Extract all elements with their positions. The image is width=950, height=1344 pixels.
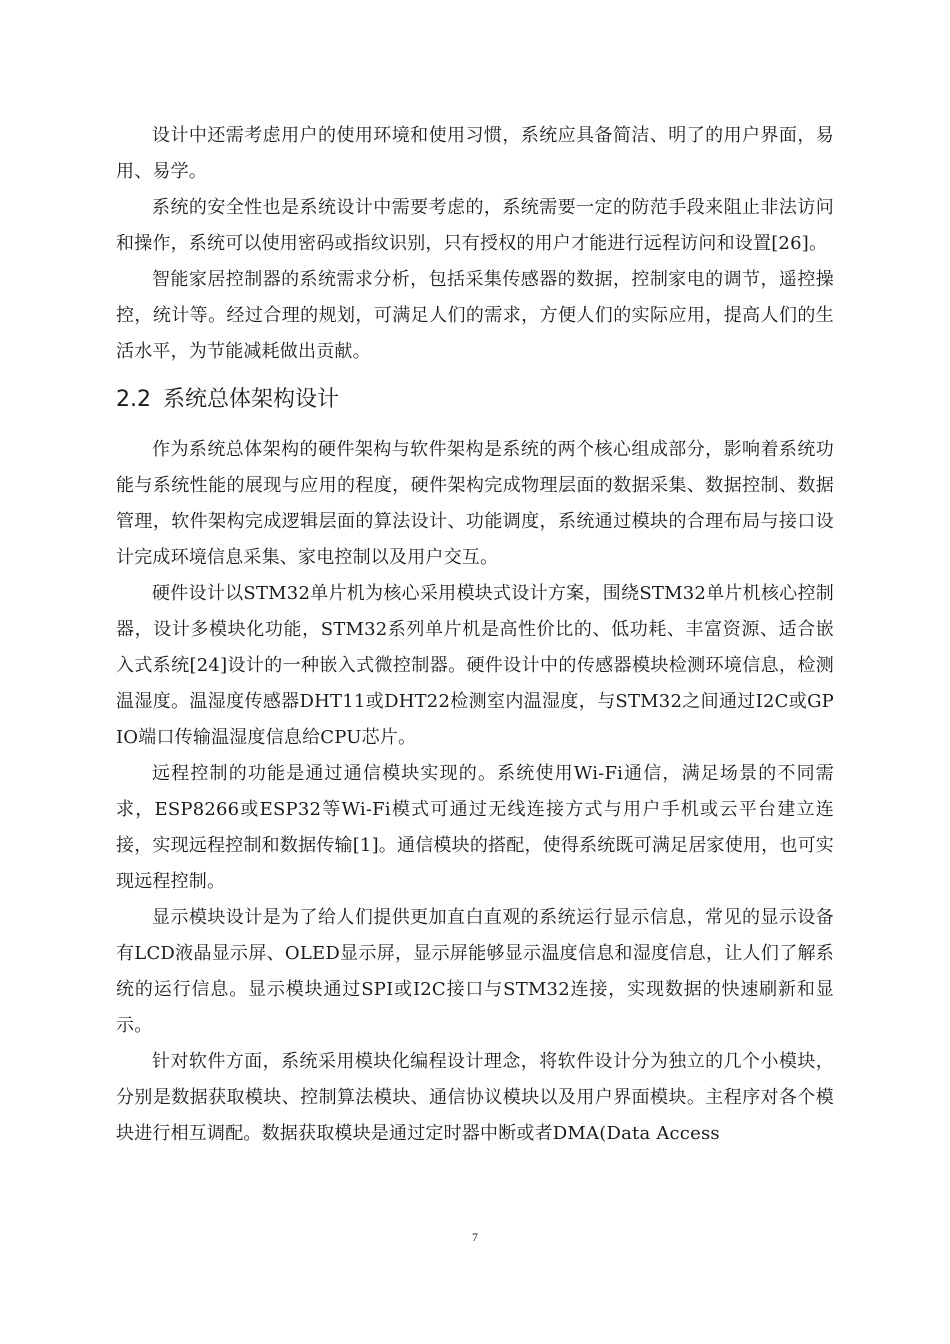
paragraph-hardware-design: 硬件设计以STM32单片机为核心采用模块式设计方案，围绕STM32单片机核心控制器，设计多模块化功能，STM32系列单片机是高性价比的、低功耗、丰富资源、适合嵌入式系统[24]设计的一种嵌入式微控制器。硬件设计中的传感器模块检测环境信息，检测温湿度。温湿度传感器DHT11或DHT22检测室内温湿度，与STM32之间通过I2C或GPIO端口传输温湿度信息给CPU芯片。 (116, 583, 834, 748)
page-number: 7 (472, 1230, 478, 1244)
page-body (116, 118, 834, 1152)
paragraph-remote-control: 远程控制的功能是通过通信模块实现的。系统使用Wi-Fi通信，满足场景的不同需求，ESP8266或ESP32等Wi-Fi模式可通过无线连接方式与用户手机或云平台建立连接，实现远程控制和数据传输[1]。通信模块的搭配，使得系统既可满足居家使用，也可实现远程控制。 (116, 763, 834, 892)
paragraph-security: 系统的安全性也是系统设计中需要考虑的，系统需要一定的防范手段来阻止非法访问和操作，系统可以使用密码或指纹识别，只有授权的用户才能进行远程访问和设置[26]。 (116, 197, 834, 254)
paragraph-requirements-summary: 智能家居控制器的系统需求分析，包括采集传感器的数据，控制家电的调节，遥控操控，统计等。经过合理的规划，可满足人们的需求，方便人们的实际应用，提高人们的生活水平，为节能减耗做出贡献。 (116, 269, 834, 362)
paragraph-usability: 设计中还需考虑用户的使用环境和使用习惯，系统应具备简洁、明了的用户界面，易用、易学。 (116, 125, 834, 182)
paragraph-display-module: 显示模块设计是为了给人们提供更加直白直观的系统运行显示信息，常见的显示设备有LCD液晶显示屏、OLED显示屏，显示屏能够显示温度信息和湿度信息，让人们了解系统的运行信息。显示模块通过SPI或I2C接口与STM32连接，实现数据的快速刷新和显示。 (116, 907, 834, 1036)
section-title: 系统总体架构设计 (163, 387, 340, 412)
paragraph-software-design: 针对软件方面，系统采用模块化编程设计理念，将软件设计分为独立的几个小模块，分别是数据获取模块、控制算法模块、通信协议模块以及用户界面模块。主程序对各个模块进行相互调配。数据获取模块是通过定时器中断或者DMA(Data Access (116, 1051, 834, 1144)
paragraph-architecture-overview: 作为系统总体架构的硬件架构与软件架构是系统的两个核心组成部分，影响着系统功能与系统性能的展现与应用的程度，硬件架构完成物理层面的数据采集、数据控制、数据管理，软件架构完成逻辑层面的算法设计、功能调度，系统通过模块的合理布局与接口设计完成环境信息采集、家电控制以及用户交互。 (116, 439, 834, 568)
section-heading (116, 380, 834, 420)
section-number: 2.2 (116, 387, 151, 412)
